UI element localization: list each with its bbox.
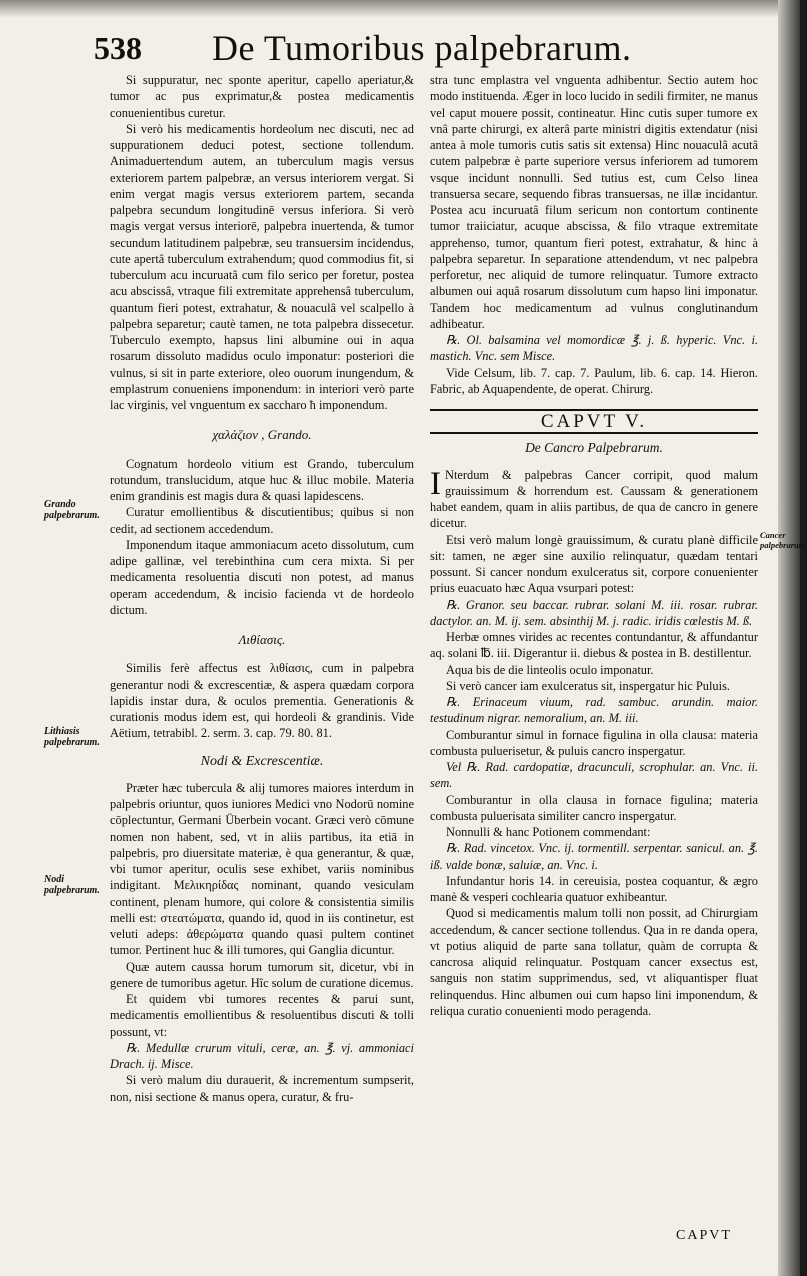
paragraph: Quod si medicamentis malum tolli non possit, ad Chirurgiam accedendum, & cancer sectione tollendus. Qua in re danda opera, vt potius aliquid de parte sana tollatur, quàm de corrupta & cancrosa aliquid relinquatur. Postquam cancer exsectus est, sanguis non statim supprimendus, sed, vt aliquantisper fluat relinquendus. Hinc albumen oui cum hapso lini imponendum, & reliqua curatio conuenienti modo peragenda. <box>430 906 758 1018</box>
grando-heading: χαλάζιον , Grando. <box>212 427 312 443</box>
lithiasis-heading: Λιθίασις. <box>238 632 286 647</box>
margin-note-grando: Grando palpebrarum. <box>44 499 100 521</box>
recipe: Vel ℞. Rad. cardopatiæ, dracunculi, scrophular. an. Vnc. ii. sem. <box>430 760 758 791</box>
paragraph: Aqua bis de die linteolis oculo imponatur. <box>446 662 654 677</box>
running-head: De Tumoribus palpebrarum. <box>212 28 632 68</box>
paragraph: Si verò his medicamentis hordeolum nec discuti, nec ad suppurationem deduci potest, sectione tollendum. Animaduertendum autem, an tuberculum magis versus exteriorem partem palpebræ, an versus interiorem vergat. Si enim vergat magis versus exteriorem partem, secanda palpebra secundum longitudinē versus inferiora. Si verò magis vergat versus interiorē, palpebra inuertenda, & tumor secundum latitudinem palpebræ, seu transuersim incidendus, cute apertâ tuberculum extrahendum; quod commodius fit, si tuberculum acu incuruatâ cum filo serico per foretur, postea acu abscissâ, vtraque fili extremitate apprehensâ tuberculum, quantum fieri potest, extrahatur, & nouaculâ vel scalpello à palpebra separetur; cautè tamen, ne tota palpebra dissecetur. Tuberculo exempto, hapsus lini albumine oui in aqua rosarum dissoluto madidus oculo imponatur: posteriori die vulnus, si sit in parte exteriore, oleo ouorum inungendum, & emplastrum conueniens imponendum: in interiori verò parte lac virginis, vel vnguentum ex saccharo ħ imponendum. <box>110 121 414 412</box>
paragraph: Quæ autem caussa horum tumorum sit, dicetur, vbi in genere de tumoribus agetur. Hîc solum de curatione dicemus. <box>110 959 414 990</box>
paragraph <box>430 467 758 532</box>
right-column <box>430 72 758 1019</box>
margin-note-cancer: Cancer palpebrarum. <box>760 530 807 550</box>
recipe: ℞. Medullæ crurum vituli, ceræ, an. ℥. vj. ammoniaci Drach. ij. Misce. <box>110 1040 414 1071</box>
chapter-subtitle: De Cancro Palpebrarum. <box>525 440 663 456</box>
recipe: ℞. Erinaceum viuum, rad. sambuc. arundin. maior. testudinum nigrar. nemoralium, an. M. iii. <box>430 695 758 726</box>
paragraph: Comburantur simul in fornace figulina in olla clausa: materia combusta puluerisetur, & puluis cancro inspergatur. <box>430 727 758 758</box>
paragraph: Similis ferè affectus est λιθίασις, cum in palpebra generantur nodi & excrescentiæ, & aspera quædam corpora lapidis instar dura, & oculos prementia. Generationis & curationis modus idem est, qui hordeoli & grandinis. Vide Aëtium, tetrabibl. 2. serm. 3. cap. 79. 80. 81. <box>110 661 414 741</box>
catchword: CAPVT <box>676 1228 732 1243</box>
recipe: ℞. Granor. seu baccar. rubrar. solani M. iii. rosar. rubrar. dactylor. an. M. ij. sem. absinthij M. j. radic. iridis cœlestis M. ß. <box>430 597 758 628</box>
recipe: ℞. Rad. vincetox. Vnc. ij. tormentill. serpentar. sanicul. an. ℥. iß. valde bonæ, saluiæ, an. Vnc. i. <box>430 841 758 872</box>
paragraph: Comburantur in olla clausa in fornace figulina; materia combusta puluerisata similiter cancro inspergatur. <box>430 792 758 823</box>
paragraph: Et quidem vbi tumores recentes & parui sunt, medicamentis emollientibus & resoluentibus discuti & tolli possunt, vt: <box>110 992 414 1039</box>
paragraph: Infundantur horis 14. in cereuisia, postea coquantur, & ægro manè & vesperi cochlearia quatuor exhibeantur. <box>430 873 758 904</box>
margin-note-lithiasis: Lithiasis palpebrarum. <box>44 726 100 748</box>
page-number: 538 <box>94 30 142 66</box>
recipe: ℞. Ol. balsamina vel momordicæ ℥. j. ß. hyperic. Vnc. i. mastich. Vnc. sem Misce. <box>430 333 758 364</box>
drop-cap: I <box>430 465 441 502</box>
nodi-heading: Nodi & Excrescentiæ. <box>200 753 324 769</box>
paragraph: Præter hæc tubercula & alij tumores maiores interdum in palpebris oriuntur, quos iuniores Medici vno Nodorū nomine cōplectuntur, Germani Überbein vocant. Græci verò cōmune nomen non habent, sed, vt in aliis partibus, ita etiā in palpebris, pro diuersitate materiæ, è qua generantur, & quæ, vbi tumor aperitur, oculis sese exhibet, variis nominibus indigitant. Μελικηρίδας nominant, quando vesiculam continent, plenam humore, qui colore & consistentia similis melli est: στεατώματα, quando id, quod in iis continetur, est veluti adeps: ἀθερώματα quando quasi pultem continet tumor. Pertinent huc & illi tumores, qui Ganglia dicuntur. <box>110 780 414 958</box>
page-gutter-shadow <box>778 0 800 1276</box>
paragraph: Si verò cancer iam exulceratus sit, inspergatur hic Puluis. <box>446 678 730 693</box>
chapter-title: CAPVT V. <box>430 409 758 434</box>
paragraph: Etsi verò malum longè grauissimum, & curatu planè difficile sit: tamen, ne æger sine auxilio relinquatur, quædam tentari possunt. Si cancer nondum exulceratus sit, corpore conuenienter prius euacuato hæc Aqua vsurpari potest: <box>430 532 758 596</box>
paragraph: Si suppuratur, nec sponte aperitur, capello aperiatur,& tumor ac pus exprimatur,& postea medicamentis conuenientibus curetur. <box>110 73 414 120</box>
margin-note-nodi: Nodi palpebrarum. <box>44 874 100 896</box>
paragraph: Cognatum hordeolo vitium est Grando, tuberculum rotundum, translucidum, atque huc & illuc mobile. Materia enim grandinis est magis dura & quasi lapidescens. <box>110 456 414 503</box>
paragraph: Herbæ omnes virides ac recentes contundantur, & affundantur aq. solani ℔. iii. Digerantur ii. diebus & postea in B. destillentur. <box>430 630 758 661</box>
paragraph: Nonnulli & hanc Potionem commendant: <box>446 825 651 839</box>
left-column <box>110 72 414 1105</box>
paragraph-text: Nterdum & palpebras Cancer corripit, quod malum grauissimum & horrendum est. Caussam & generationem habet eandem, quam in aliis partibus, de qua de cancro in genere dicetur. <box>430 467 758 531</box>
page-top-shadow <box>0 0 800 18</box>
reference: Vide Celsum, lib. 7. cap. 7. Paulum, lib. 6. cap. 14. Hieron. Fabric, ab Aquapendente, de operat. Chirurg. <box>430 365 758 396</box>
paragraph: Si verò malum diu durauerit, & incrementum sumpserit, non, nisi sectione & manus opera, curatur, & fru- <box>110 1073 414 1104</box>
paragraph: Imponendum itaque ammoniacum aceto dissolutum, cum adipe gallinæ, vel terebinthina cum cera mixta. Si per medicamenta resoluentia discuti non potest, ad manus operam accedendum, & incisio facienda vt de hordeolo dictum. <box>110 537 414 617</box>
paragraph: stra tunc emplastra vel vnguenta adhibentur. Sectio autem hoc modo instituenda. Æger in loco lucido in sedili firmiter, ne manus vel caput mouere possit, contineatur. Hinc cutis super tumore ex vnâ parte chirurgi, ex alterâ parte ministri digitis extendatur (nisi antea à mole tumoris cutis satis sit extensa) Hinc nouaculâ acutâ cutem palpebræ è parte superiore versus inferiorem ad tumorem vsque incidunt nonnulli. Sed tutius est, cum Celso linea transuersa secare, sequendo fibras transuersas, ne illæ incidantur. Postea acu incuruatâ filum sericum non contortum continente tumor traiiciatur, acuque abscissa, & filo vtraque extremitate apprehenso, tumor, quantum fieri potest, extrahatur, & hinc à palpebra separetur. In separatione attendendum, vt nec palpebra perforetur, nec aliquid de tumore relinquatur. Tumore extracto albumen oui aquâ rosarum dissolutum cum hapso lini imponatur. Tandem hoc medicamentum ad vulnus conglutinandum adhibeatur. <box>430 73 758 331</box>
paragraph: Curatur emollientibus & discutientibus; quibus si non cedit, ad sectionem accedendum. <box>110 505 414 536</box>
